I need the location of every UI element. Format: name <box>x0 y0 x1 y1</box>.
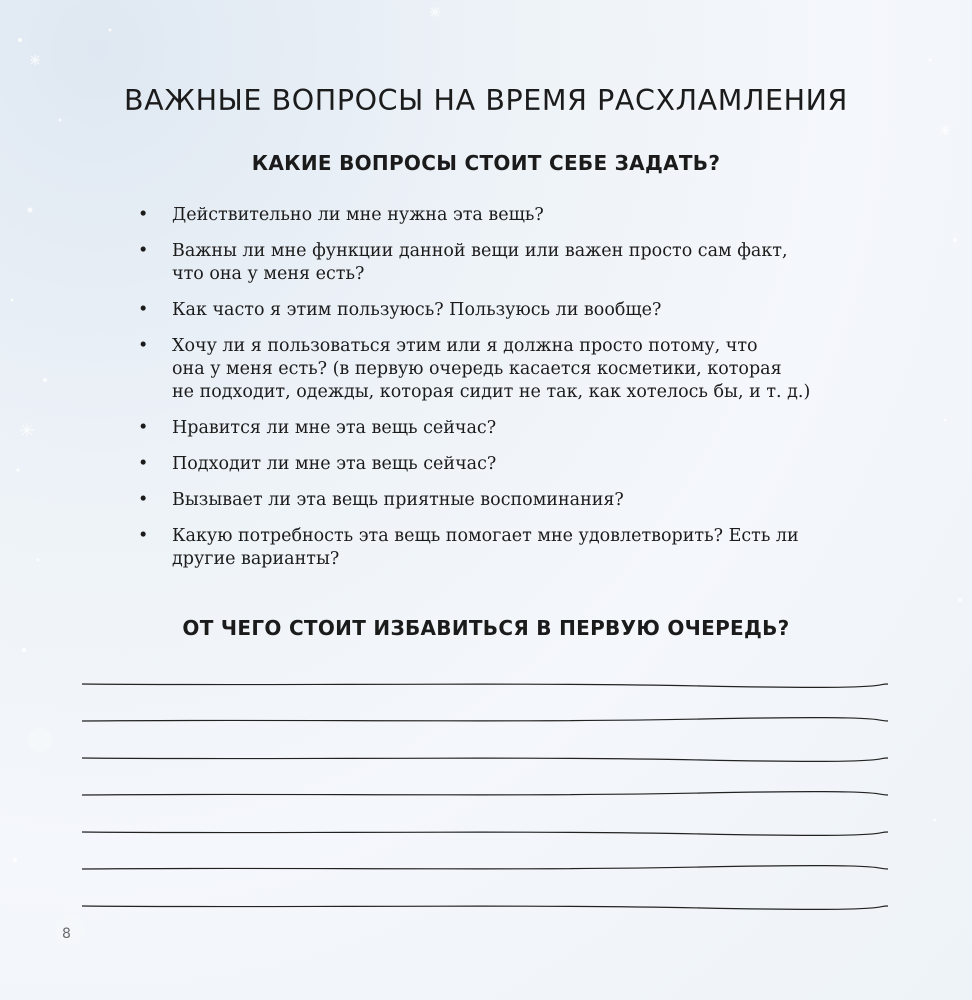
question-item <box>138 299 838 322</box>
writing-line <box>82 906 888 909</box>
question-item <box>138 453 838 476</box>
question-text: Вызывает ли эта вещь приятные воспоминания? <box>172 490 624 510</box>
question-item <box>138 204 838 227</box>
question-text: Важны ли мне функции данной вещи или важен просто сам факт, <box>172 241 788 261</box>
bullet-icon: • <box>138 205 149 225</box>
question-text: Подходит ли мне эта вещь сейчас? <box>172 454 497 474</box>
bullet-icon: • <box>138 241 149 261</box>
question-text: что она у меня есть? <box>172 264 365 284</box>
bullet-icon: • <box>138 300 149 320</box>
question-text: Хочу ли я пользоваться этим или я должна просто потому, что <box>172 336 758 356</box>
writing-line <box>82 684 888 687</box>
question-text: другие варианты? <box>172 549 340 569</box>
page-title: ВАЖНЫЕ ВОПРОСЫ НА ВРЕМЯ РАСХЛАМЛЕНИЯ <box>124 84 848 117</box>
writing-line <box>82 758 888 761</box>
question-text: она у меня есть? (в первую очередь касается косметики, которая <box>172 359 782 379</box>
page-number: 8 <box>62 926 71 942</box>
question-text: не подходит, одежды, которая сидит не так, как хотелось бы, и т. д.) <box>172 382 811 402</box>
writing-lines <box>82 670 894 920</box>
questions-list <box>138 204 838 584</box>
section-heading-questions: КАКИЕ ВОПРОСЫ СТОИТ СЕБЕ ЗАДАТЬ? <box>251 151 721 175</box>
question-item <box>138 335 838 404</box>
section-heading-discard-first: ОТ ЧЕГО СТОИТ ИЗБАВИТЬСЯ В ПЕРВУЮ ОЧЕРЕДЬ? <box>182 616 790 640</box>
question-item <box>138 240 838 286</box>
writing-line <box>82 718 888 721</box>
bullet-icon: • <box>138 490 149 510</box>
bullet-icon: • <box>138 454 149 474</box>
question-item <box>138 489 838 512</box>
writing-line <box>82 832 888 835</box>
writing-line <box>82 866 888 869</box>
bullet-icon: • <box>138 336 149 356</box>
bullet-icon: • <box>138 526 149 546</box>
writing-line <box>82 792 888 795</box>
question-item <box>138 525 838 571</box>
question-text: Какую потребность эта вещь помогает мне удовлетворить? Есть ли <box>172 526 799 546</box>
question-text: Действительно ли мне нужна эта вещь? <box>172 205 544 225</box>
bullet-icon: • <box>138 418 149 438</box>
question-text: Как часто я этим пользуюсь? Пользуюсь ли вообще? <box>172 300 662 320</box>
question-text: Нравится ли мне эта вещь сейчас? <box>172 418 497 438</box>
question-item <box>138 417 838 440</box>
